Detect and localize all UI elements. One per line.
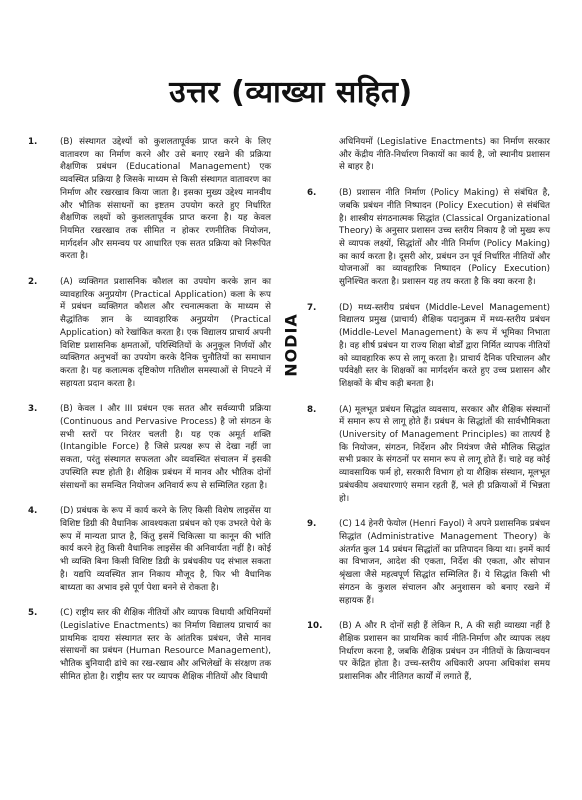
answer-number: 10. bbox=[307, 621, 323, 632]
answer-text: (A) व्यक्तिगत प्रशासनिक कौशल का उपयोग करके ज्ञान का व्यावहारिक अनुप्रयोग (Practical Application) कला के रूप में प्रबंधन व्यक्तिगत कौशल और रचनात्मकता के माध्यम से सैद्धांतिक ज्ञान के व्यावहारिक अनुप्रयोग (Practical Application) को रेखांकित करता है। एक विद्यालय प्राचार्य अपनी विशिष्ट प्रशासनिक क्षमताओं, परिस्थितियों के अनुकूल निर्णयों और व्यक्तिगत अनुभवों का उपयोग करके दैनिक चुनौतियों का समाधान करता है। यह कलात्मक दृष्टिकोण गतिशील समस्याओं से निपटने में सहायता प्रदान करता है। bbox=[60, 277, 271, 389]
answer-item-1 bbox=[28, 136, 271, 263]
answer-number: 9. bbox=[307, 519, 317, 530]
answer-text: (D) प्रबंधक के रूप में कार्य करने के लिए किसी विशेष लाइसेंस या विशिष्ट डिग्री की वैधानिक आवश्यकता प्रबंधन को एक उभरते पेशे के रूप में मान्यता प्राप्त है, किंतु इसमें चिकित्सा या कानून की भांति कार्य करने हेतु किसी वैधानिक लाइसेंस की अनिवार्यता नहीं है। कोई भी व्यक्ति बिना किसी विशिष्ट डिग्री के प्रबंधकीय पद संभाल सकता है। यद्यपि व्यवस्थित ज्ञान निकाय मौजूद है, फिर भी वैधानिक बाध्यता का अभाव इसे पूर्ण पेशा बनने से रोकता है। bbox=[60, 506, 271, 593]
answer-number: 7. bbox=[307, 302, 317, 313]
answer-number: 5. bbox=[28, 608, 38, 619]
answer-number: 4. bbox=[28, 506, 38, 517]
answer-item-3 bbox=[28, 403, 271, 492]
answer-item-7 bbox=[307, 302, 550, 391]
answer-number: 3. bbox=[28, 404, 38, 415]
answer-text: (B) केवल I और III प्रबंधन एक सतत और सर्वव्यापी प्रक्रिया (Continuous and Pervasive Process) है जो संगठन के सभी स्तरों पर निरंतर चलती है। यह एक अमूर्त शक्ति (Intangible Force) है जिसे प्रत्यक्ष रूप से देखा नहीं जा सकता, परंतु संस्थागत सफलता और व्यवस्थित संचालन में इसकी उपस्थिति स्पष्ट होती है। शैक्षिक प्रबंधन में मानव और भौतिक दोनों संसाधनों का समन्वित नियोजन अनिवार्य रूप से सम्मिलित रहता है। bbox=[60, 404, 271, 491]
answer-item-9 bbox=[307, 518, 550, 607]
answer-text: अधिनियमों (Legislative Enactments) का निर्माण सरकार और केंद्रीय नीति-निर्धारण निकायों का कार्य है, जो स्थानीय प्रशासन से बाहर है। bbox=[339, 137, 550, 173]
answer-item-5 bbox=[28, 607, 271, 683]
answer-text: (C) राष्ट्रीय स्तर की शैक्षिक नीतियों और व्यापक विधायी अधिनियमों (Legislative Enactments) का निर्माण विद्यालय प्राचार्य का प्राथमिक दायरा संस्थागत स्तर के आंतरिक प्रबंधन, जैसे मानव संसाधनों का प्रबंधन (Human Resource Management), भौतिक बुनियादी ढांचे का रख-रखाव और अभिलेखों के संरक्षण तक सीमित होता है। राष्ट्रीय स्तर पर व्यापक शैक्षिक नीतियों और विधायी bbox=[60, 608, 271, 682]
answer-item-4 bbox=[28, 505, 271, 594]
answer-number: 8. bbox=[307, 404, 317, 415]
answer-item-2 bbox=[28, 276, 271, 390]
answer-text: (B) प्रशासन नीति निर्माण (Policy Making) से संबंधित है, जबकि प्रबंधन नीति निष्पादन (Policy Execution) से संबंधित है। शास्त्रीय संगठनात्मक सिद्धांत (Classical Organizational Theory) के अनुसार प्रशासन उच्च स्तरीय निकाय है जो मुख्य रूप से व्यापक लक्ष्यों, सिद्धांतों और नीति निर्माण (Policy Making) का कार्य करता है। दूसरी ओर, प्रबंधन उन पूर्व निर्धारित नीतियों और योजनाओं का व्यावहारिक निष्पादन (Policy Execution) सुनिश्चित करता है। प्रशासन यह तय करता है कि क्या करना है। bbox=[339, 188, 550, 288]
answer-item-6 bbox=[307, 187, 550, 289]
answer-text: (B) A और R दोनों सही हैं लेकिन R, A की सही व्याख्या नहीं है शैक्षिक प्रशासन का प्राथमिक कार्य नीति-निर्माण और व्यापक लक्ष्य निर्धारण करना है, जबकि शैक्षिक प्रबंधन उन नीतियों के क्रियान्वयन पर केंद्रित होता है। उच्च-स्तरीय अधिकारी अपना अधिकांश समय प्रशासनिक और नीतिगत कार्यों में लगाते हैं, bbox=[339, 621, 550, 683]
publisher-watermark bbox=[280, 300, 302, 390]
answer-text: (B) संस्थागत उद्देश्यों को कुशलतापूर्वक प्राप्त करने के लिए वातावरण का निर्माण करने और उसे बनाए रखने की प्रक्रिया शैक्षणिक प्रबंधन (Educational Management) एक व्यवस्थित प्रक्रिया है जिसके माध्यम से किसी संस्थागत वातावरण का निर्माण और रखरखाव किया जाता है। इसका मुख्य उद्देश्य मानवीय और भौतिक संसाधनों का इष्टतम उपयोग करते हुए निर्धारित शैक्षणिक लक्ष्यों को कुशलतापूर्वक प्राप्त करना है। यह केवल नियमित रखरखाव तक सीमित न होकर रणनीतिक नियोजन, मार्गदर्शन और समन्वय पर आधारित एक सतत प्रक्रिया को निरूपित करता है। bbox=[60, 137, 271, 262]
answer-text: (D) मध्य-स्तरीय प्रबंधन (Middle-Level Management) विद्यालय प्रमुख (प्राचार्य) शैक्षिक पदानुक्रम में मध्य-स्तरीय प्रबंधन (Middle-Level Management) के रूप में भूमिका निभाता है। वह शीर्ष प्रबंधन या राज्य शिक्षा बोर्डों द्वारा निर्मित व्यापक नीतियों को व्यावहारिक रूप से लागू करता है। प्राचार्य दैनिक परिचालन और पर्यवेक्षी स्तर के शिक्षकों का मार्गदर्शन करते हुए उच्च प्रशासन और शिक्षकों के बीच कड़ी बनता है। bbox=[339, 302, 550, 389]
answer-item-10 bbox=[307, 620, 550, 684]
answer-text: (A) मूलभूत प्रबंधन सिद्धांत व्यवसाय, सरकार और शैक्षिक संस्थानों में समान रूप से लागू होते हैं। प्रबंधन के सिद्धांतों की सार्वभौमिकता (University of Management Principles) का तात्पर्य है कि नियोजन, संगठन, निर्देशन और नियंत्रण जैसे मौलिक सिद्धांत सभी प्रकार के संगठनों पर समान रूप से लागू होते हैं। चाहे वह कोई व्यावसायिक फर्म हो, सरकारी विभाग हो या शैक्षिक संस्थान, मूलभूत प्रबंधकीय अवधारणाएं समान रहती हैं, भले ही प्रक्रियाओं में भिन्नता हो। bbox=[339, 404, 550, 504]
answer-number: 6. bbox=[307, 188, 317, 199]
answer-item-5-continued bbox=[307, 136, 550, 174]
answers-right-column bbox=[307, 136, 550, 697]
answer-number: 1. bbox=[28, 137, 38, 147]
answer-number: 2. bbox=[28, 277, 38, 288]
answer-text: (C) 14 हेनरी फेयोल (Henri Fayol) ने अपने प्रशासनिक प्रबंधन सिद्धांत (Administrative Management Theory) के अंतर्गत कुल 14 प्रबंधन सिद्धांतों का प्रतिपादन किया था। इनमें कार्य का विभाजन, आदेश की एकता, निर्देश की एकता, और सोपान श्रृंखला जैसे महत्वपूर्ण सिद्धांत सम्मिलित हैं। ये सिद्धांत किसी भी संगठन के कुशल संचालन और अनुशासन को बनाए रखने में सहायक हैं। bbox=[339, 519, 550, 606]
page-title: उत्तर (व्याख्या सहित) bbox=[169, 75, 413, 110]
watermark-text: NODIA bbox=[281, 313, 301, 377]
answer-item-8 bbox=[307, 404, 550, 506]
answers-left-column bbox=[28, 136, 271, 696]
